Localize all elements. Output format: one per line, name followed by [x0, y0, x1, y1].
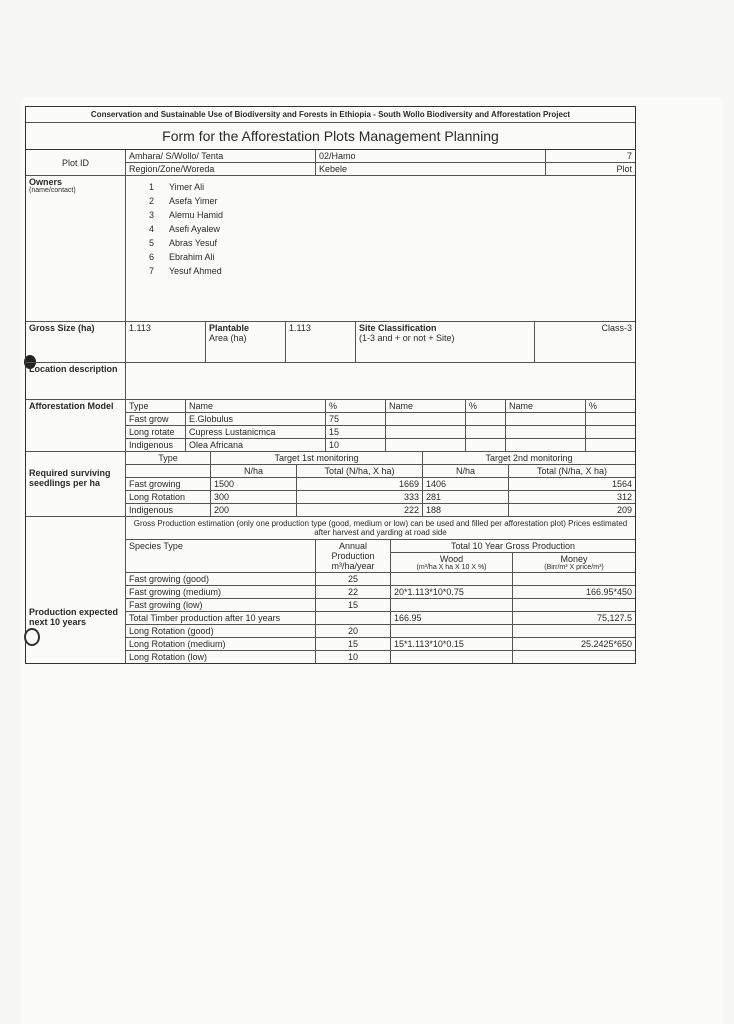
- prod-annual: [316, 612, 391, 624]
- owner-name: Asefi Ayalew: [169, 224, 220, 234]
- owner-number: 4: [149, 224, 155, 234]
- seed-row: [126, 491, 635, 504]
- prod-money: 75,127.5: [596, 613, 632, 623]
- owners-row: [26, 176, 635, 322]
- prod-money: [513, 573, 635, 585]
- seed-n2: 281: [423, 491, 509, 503]
- seed-n1: 200: [211, 504, 297, 516]
- production-note: Gross Production estimation (only one production type (good, medium or low) can be used and filled per afforestation plot) Prices estimated after harvest and yarding at road side: [126, 517, 635, 540]
- seed-header-row: [126, 452, 635, 465]
- owner-item: [149, 180, 632, 194]
- seed-type: Long Rotation: [126, 491, 211, 503]
- kebele-label: Kebele: [316, 163, 546, 175]
- owner-name: Ebrahim Ali: [169, 252, 215, 262]
- seedlings-section: [26, 452, 635, 517]
- location-row: [26, 363, 635, 400]
- prod-row: [126, 599, 635, 612]
- gross-size-label: Gross Size (ha): [26, 322, 126, 362]
- model-section: [26, 400, 635, 452]
- area-row: [26, 322, 635, 363]
- prod-money-col: [513, 553, 635, 572]
- seed-n1: 300: [211, 491, 297, 503]
- prod-annual: 15: [316, 599, 391, 611]
- model-row: [126, 439, 635, 451]
- prod-wood: 166.95: [391, 612, 513, 624]
- model-header-cell: Name: [186, 400, 326, 412]
- owner-number: 3: [149, 210, 155, 220]
- prod-wood: [391, 625, 513, 637]
- seed-n2: 1406: [423, 478, 509, 490]
- model-empty-cell: [386, 439, 466, 451]
- prod-total-header: Total 10 Year Gross Production: [391, 540, 635, 553]
- model-type: Fast grow: [126, 413, 186, 425]
- prod-row: [126, 625, 635, 638]
- seed-subheader-row: [126, 465, 635, 478]
- seed-t2: 312: [616, 492, 632, 502]
- owner-name: Yimer Ali: [169, 182, 205, 192]
- plantable-label: Plantable: [209, 323, 250, 333]
- owner-name: Yesuf Ahmed: [169, 266, 222, 276]
- model-type: Long rotate: [126, 426, 186, 438]
- owners-label: Owners: [29, 177, 63, 187]
- plantable-value: 1.113: [286, 322, 356, 362]
- model-empty-cell: [386, 413, 466, 425]
- prod-wood-col: [391, 553, 513, 572]
- prod-wood: [391, 573, 513, 585]
- model-name: Cupress Lustanicmca: [186, 426, 326, 438]
- seed-row: [126, 478, 635, 491]
- prod-money-header: Money: [560, 554, 588, 564]
- model-type: Indigenous: [126, 439, 186, 451]
- prod-money: 166.95*450: [585, 587, 632, 597]
- model-label: Afforestation Model: [26, 400, 126, 451]
- prod-wood-money-row: [391, 553, 635, 572]
- seed-row: [126, 504, 635, 516]
- production-section: [26, 517, 635, 663]
- site-label: Site Classification: [359, 323, 437, 333]
- plot-id-label: Plot ID: [26, 150, 126, 175]
- prod-row: [126, 586, 635, 599]
- model-header-cell: Type: [126, 400, 186, 412]
- prod-annual: 25: [316, 573, 391, 585]
- seed-t1: 1669: [297, 478, 423, 490]
- owner-number: 7: [149, 266, 155, 276]
- seed-n1: 1500: [211, 478, 297, 490]
- prod-annual: 20: [316, 625, 391, 637]
- location-value: [126, 363, 635, 399]
- seed-target1: Target 1st monitoring: [211, 452, 423, 464]
- owner-number: 1: [149, 182, 155, 192]
- prod-wood: [391, 599, 513, 611]
- prod-row: [126, 651, 635, 663]
- prod-row: [126, 573, 635, 586]
- model-header-cell: %: [326, 400, 386, 412]
- owner-number: 2: [149, 196, 155, 206]
- model-pct: 15: [326, 426, 386, 438]
- prod-wood: 15*1.113*10*0.15: [391, 638, 513, 650]
- region-value: 02/Hamo: [316, 150, 546, 162]
- seed-nha-2: N/ha: [423, 465, 509, 477]
- owner-name: Asefa Yimer: [169, 196, 218, 206]
- model-empty-cell: [466, 426, 506, 438]
- model-row: [126, 413, 635, 426]
- model-header-row: [126, 400, 635, 413]
- seed-total-1: Total (N/ha, X ha): [297, 465, 423, 477]
- owner-item: [149, 264, 632, 278]
- prod-species: Fast growing (medium): [126, 586, 316, 598]
- region-label: Amhara/ S/Wollo/ Tenta: [126, 150, 316, 162]
- model-row: [126, 426, 635, 439]
- seed-t2: 1564: [611, 479, 632, 489]
- prod-species: Total Timber production after 10 years: [126, 612, 316, 624]
- prod-wood-sub: (m³/ha X ha X 10 X %): [416, 564, 487, 571]
- owners-list: [126, 176, 635, 321]
- prod-annual: 15: [316, 638, 391, 650]
- prod-species: Fast growing (low): [126, 599, 316, 611]
- model-empty-cell: [506, 426, 586, 438]
- production-label: Production expected next 10 years: [26, 517, 126, 663]
- prod-total-group: [391, 540, 635, 572]
- prod-money: [513, 651, 635, 663]
- prod-species: Long Rotation (good): [126, 625, 316, 637]
- model-header-cell: Name: [386, 400, 466, 412]
- production-table: [126, 517, 635, 663]
- model-pct: 75: [326, 413, 386, 425]
- owner-item: [149, 208, 632, 222]
- model-header-cell: Name: [506, 400, 586, 412]
- form-title: Form for the Afforestation Plots Management Planning: [26, 123, 635, 150]
- owners-sublabel: (name/contact): [29, 187, 76, 194]
- seed-n2: 188: [423, 504, 509, 516]
- model-empty-cell: [386, 426, 466, 438]
- prod-species: Long Rotation (medium): [126, 638, 316, 650]
- prod-row: [126, 638, 635, 651]
- owner-item: [149, 236, 632, 250]
- prod-row: [126, 612, 635, 625]
- afforestation-form: [25, 106, 636, 664]
- model-empty-cell: [506, 413, 586, 425]
- prod-annual: 10: [316, 651, 391, 663]
- model-empty-cell: [586, 439, 635, 451]
- prod-species: Long Rotation (low): [126, 651, 316, 663]
- plot-id-row: [26, 150, 635, 176]
- owner-name: Alemu Hamid: [169, 210, 224, 220]
- project-header: Conservation and Sustainable Use of Biodiversity and Forests in Ethiopia - South Wollo Biodiversity and Afforestation Project: [26, 107, 635, 123]
- prod-header-row: [126, 540, 635, 573]
- model-header-cell: %: [466, 400, 506, 412]
- model-table: [126, 400, 635, 451]
- owner-number: 5: [149, 238, 155, 248]
- region-code: 7: [626, 151, 632, 161]
- prod-money: 25.2425*650: [580, 639, 632, 649]
- prod-wood: [391, 651, 513, 663]
- seed-nha-1: N/ha: [211, 465, 297, 477]
- model-name: Olea Africana: [186, 439, 326, 451]
- model-empty-cell: [586, 413, 635, 425]
- prod-money-sub: (Birr/m³ X price/m³): [544, 564, 604, 571]
- seed-type: Indigenous: [126, 504, 211, 516]
- seed-type: Fast growing: [126, 478, 211, 490]
- seed-t1: 222: [297, 504, 423, 516]
- model-pct: 10: [326, 439, 386, 451]
- model-empty-cell: [586, 426, 635, 438]
- prod-money: [513, 625, 635, 637]
- site-value: Class-3: [601, 323, 632, 333]
- location-label: Location description: [26, 363, 126, 399]
- model-header-cell: %: [589, 401, 598, 411]
- seed-t1: 333: [297, 491, 423, 503]
- owner-item: [149, 194, 632, 208]
- prod-annual-header: Annual Production m³/ha/year: [316, 540, 391, 572]
- model-name: E.Globulus: [186, 413, 326, 425]
- seed-target2: Target 2nd monitoring: [485, 453, 573, 463]
- site-sub: (1-3 and + or not + Site): [359, 333, 455, 343]
- prod-wood-header: Wood: [439, 554, 464, 564]
- model-empty-cell: [506, 439, 586, 451]
- gross-size-value: 1.113: [126, 322, 206, 362]
- owner-item: [149, 250, 632, 264]
- model-empty-cell: [466, 413, 506, 425]
- plot-label: Plot: [616, 164, 632, 174]
- seed-blank: [126, 465, 211, 477]
- model-empty-cell: [466, 439, 506, 451]
- prod-wood: 20*1.113*10*0.75: [391, 586, 513, 598]
- plantable-sub: Area (ha): [209, 333, 247, 343]
- seed-type-header: Type: [126, 452, 211, 464]
- seedlings-table: [126, 452, 635, 516]
- owner-number: 6: [149, 252, 155, 262]
- prod-annual: 22: [316, 586, 391, 598]
- rzw-label: Region/Zone/Woreda: [126, 163, 316, 175]
- seedlings-label: Required surviving seedlings per ha: [26, 452, 126, 516]
- seed-total-2: Total (N/ha, X ha): [536, 466, 608, 476]
- prod-species: Fast growing (good): [126, 573, 316, 585]
- prod-money: [513, 599, 635, 611]
- seed-t2: 209: [616, 505, 632, 515]
- owner-name: Abras Yesuf: [169, 238, 218, 248]
- owner-item: [149, 222, 632, 236]
- prod-species-header: Species Type: [126, 540, 316, 572]
